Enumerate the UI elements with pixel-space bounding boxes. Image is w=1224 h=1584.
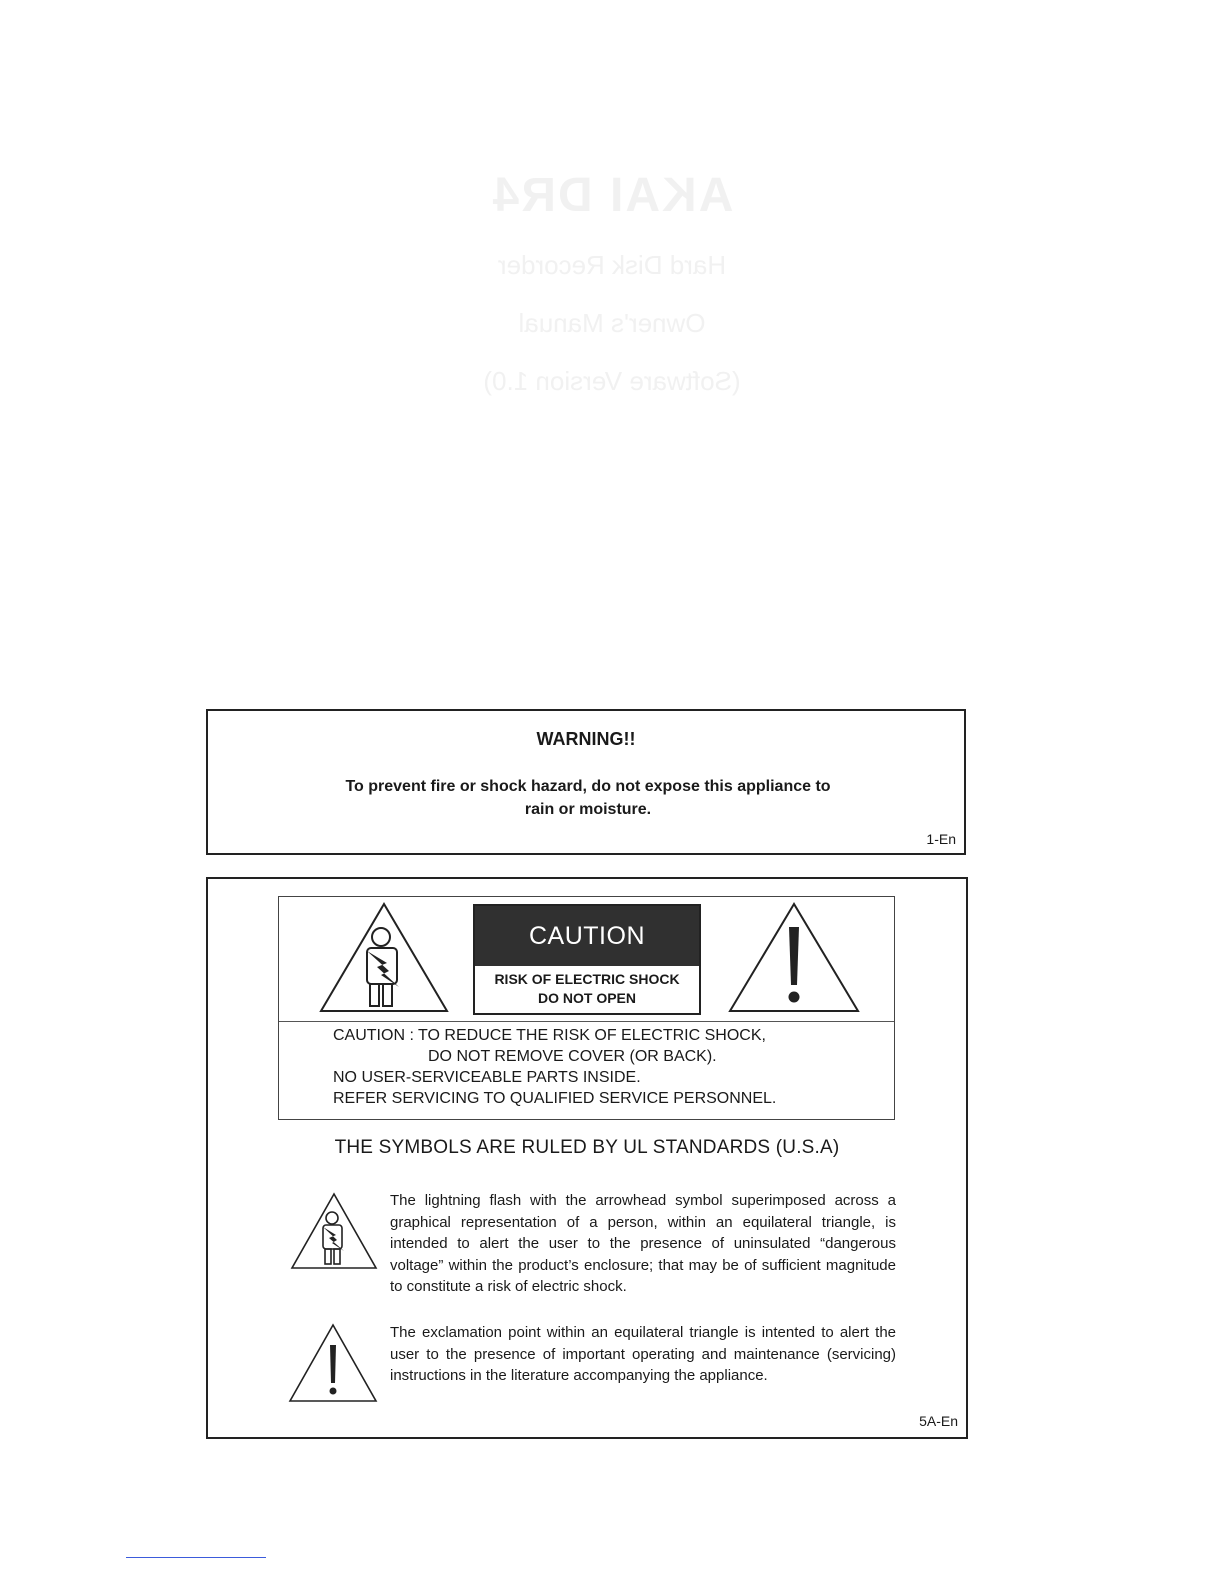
caution-line-1: CAUTION : TO REDUCE THE RISK OF ELECTRIC SHOCK, [333, 1027, 766, 1044]
caution-code: 5A-En [919, 1413, 958, 1429]
lightning-person-symbol-icon [290, 1192, 378, 1270]
caution-line-2: DO NOT REMOVE COVER (OR BACK). [428, 1048, 717, 1065]
exclamation-symbol-description: The exclamation point within an equilateral triangle is intented to alert the user to the presence of important operating and maintenance (servicing) instructions in the literature accompanying the appliance. [390, 1324, 896, 1384]
warning-line-1: To prevent fire or shock hazard, do not expose this appliance to [345, 778, 831, 795]
warning-text [288, 775, 888, 821]
caution-line-4: REFER SERVICING TO QUALIFIED SERVICE PERSONNEL. [333, 1090, 777, 1107]
ghost-subtitle: Hard Disk Recorder [497, 250, 727, 280]
warning-box [206, 709, 966, 855]
caution-instructions [333, 1025, 893, 1109]
ghost-manual-label: Owner's Manual [518, 308, 706, 338]
ghost-title: AKAI DR4 [490, 169, 734, 222]
exclamation-warning-icon [726, 901, 862, 1015]
lightning-person-warning-icon [317, 901, 451, 1015]
caution-banner: CAUTION [475, 906, 699, 966]
caution-sub [475, 966, 699, 1008]
ghost-version: (Software Version 1.0) [483, 366, 741, 396]
lightning-symbol-description: The lightning flash with the arrowhead symbol superimposed across a graphical representation of a person, within an equilateral triangle, is intended to alert the user to the presence of uninsulated “dangerous voltage” within the product’s enclosure; that may be of sufficient magnitude to constitute a risk of electric shock. [390, 1192, 896, 1295]
warning-title: WARNING!! [536, 729, 636, 749]
panel-divider [279, 1021, 894, 1022]
do-not-open-text: DO NOT OPEN [537, 990, 636, 1006]
ul-standards-heading: THE SYMBOLS ARE RULED BY UL STANDARDS (U.S.A) [334, 1137, 840, 1158]
caution-label [473, 904, 701, 1015]
risk-text: RISK OF ELECTRIC SHOCK [494, 971, 680, 987]
caution-section [206, 877, 968, 1439]
footer-rule [126, 1557, 266, 1558]
warning-code: 1-En [926, 831, 956, 847]
warning-line-2: rain or moisture. [524, 801, 652, 818]
exclamation-symbol-icon [288, 1323, 378, 1403]
caution-panel [278, 896, 895, 1120]
caution-line-3: NO USER-SERVICEABLE PARTS INSIDE. [333, 1069, 641, 1086]
